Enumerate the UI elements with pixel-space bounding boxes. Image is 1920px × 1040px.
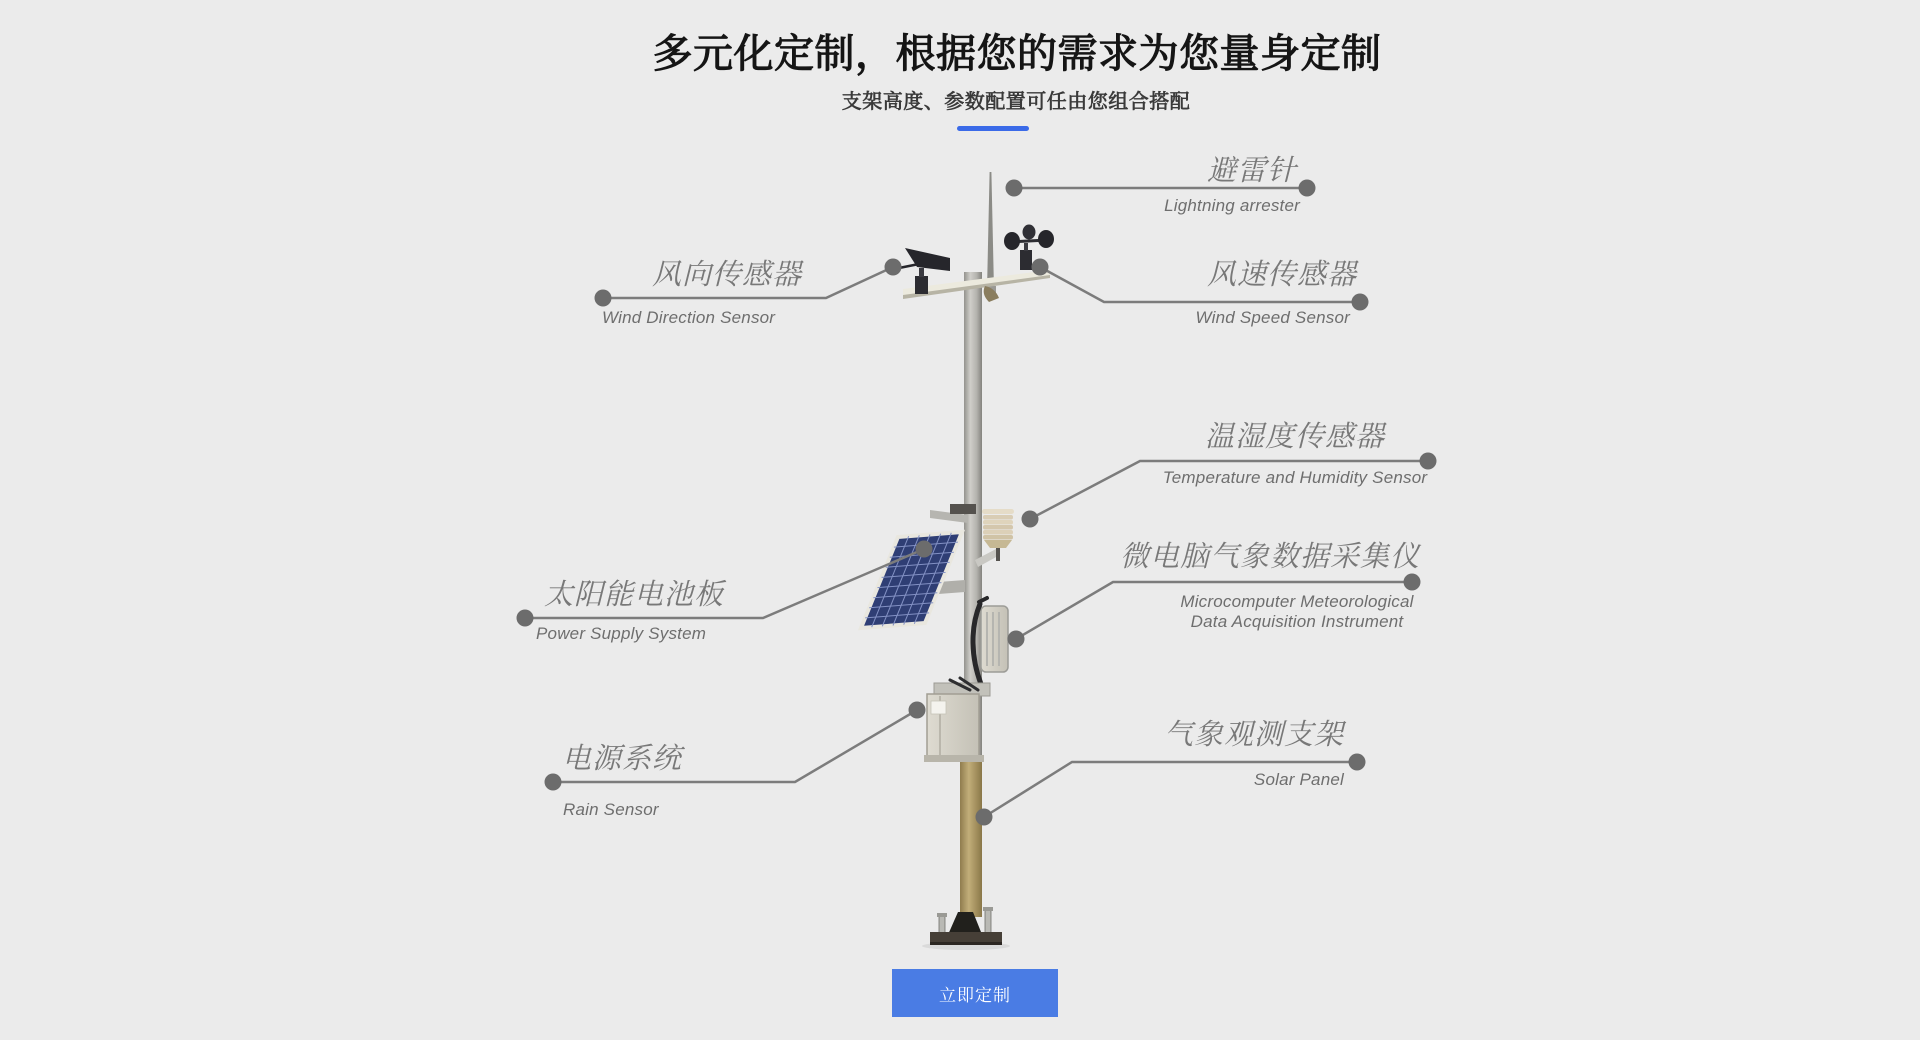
callout-cn-wind-speed: 风速传感器 xyxy=(1206,259,1357,291)
callout-dot xyxy=(1032,259,1049,276)
callout-dot xyxy=(909,702,926,719)
callout-en-mast: Solar Panel xyxy=(1253,770,1344,789)
callout-cn-power-box: 电源系统 xyxy=(562,743,683,775)
weather-station-graphic xyxy=(861,172,1054,950)
callout-en-wind-direction: Wind Direction Sensor xyxy=(602,308,776,327)
callout-dot xyxy=(1008,631,1025,648)
callout-dot xyxy=(1404,574,1421,591)
callout-dot xyxy=(1022,511,1039,528)
callout-cn-temperature-humidity: 温湿度传感器 xyxy=(1204,421,1385,453)
callout-en-lightning-arrester: Lightning arrester xyxy=(1164,196,1300,215)
callout-cn-wind-direction: 风向传感器 xyxy=(652,259,803,291)
customize-now-button[interactable]: 立即定制 xyxy=(892,969,1058,1017)
callout-dot xyxy=(885,259,902,276)
callout-en-temperature-humidity: Temperature and Humidity Sensor xyxy=(1162,468,1428,487)
callout-dot xyxy=(1299,180,1316,197)
callout-dot xyxy=(517,610,534,627)
solar-panel-graphic xyxy=(861,504,976,628)
callout-dot xyxy=(595,290,612,307)
base-plate xyxy=(930,907,1002,945)
callout-cn-data-logger: 微电脑气象数据采集仪 xyxy=(1120,541,1421,573)
callout-en-power-box: Rain Sensor xyxy=(563,800,659,819)
callout-en-data-logger-line2: Data Acquisition Instrument xyxy=(1190,612,1404,631)
callout-cn-solar-panel: 太阳能电池板 xyxy=(544,579,725,611)
page-title: 多元化定制，根据您的需求为您量身定制 xyxy=(652,32,1382,76)
page-subtitle: 支架高度、参数配置可任由您组合搭配 xyxy=(841,91,1191,113)
callout-dot xyxy=(1352,294,1369,311)
callout-dot xyxy=(1349,754,1366,771)
callout-en-solar-panel: Power Supply System xyxy=(536,624,707,643)
callout-dot xyxy=(1420,453,1437,470)
callout-dot xyxy=(1006,180,1023,197)
callout-dot xyxy=(916,541,933,558)
callout-cn-mast: 气象观测支架 xyxy=(1163,719,1344,751)
callout-cn-lightning-arrester: 避雷针 xyxy=(1206,155,1297,187)
callout-dot xyxy=(545,774,562,791)
callout-en-data-logger-line1: Microcomputer Meteorological xyxy=(1180,592,1414,611)
callout-en-wind-speed: Wind Speed Sensor xyxy=(1195,308,1350,327)
callout-dot xyxy=(976,809,993,826)
